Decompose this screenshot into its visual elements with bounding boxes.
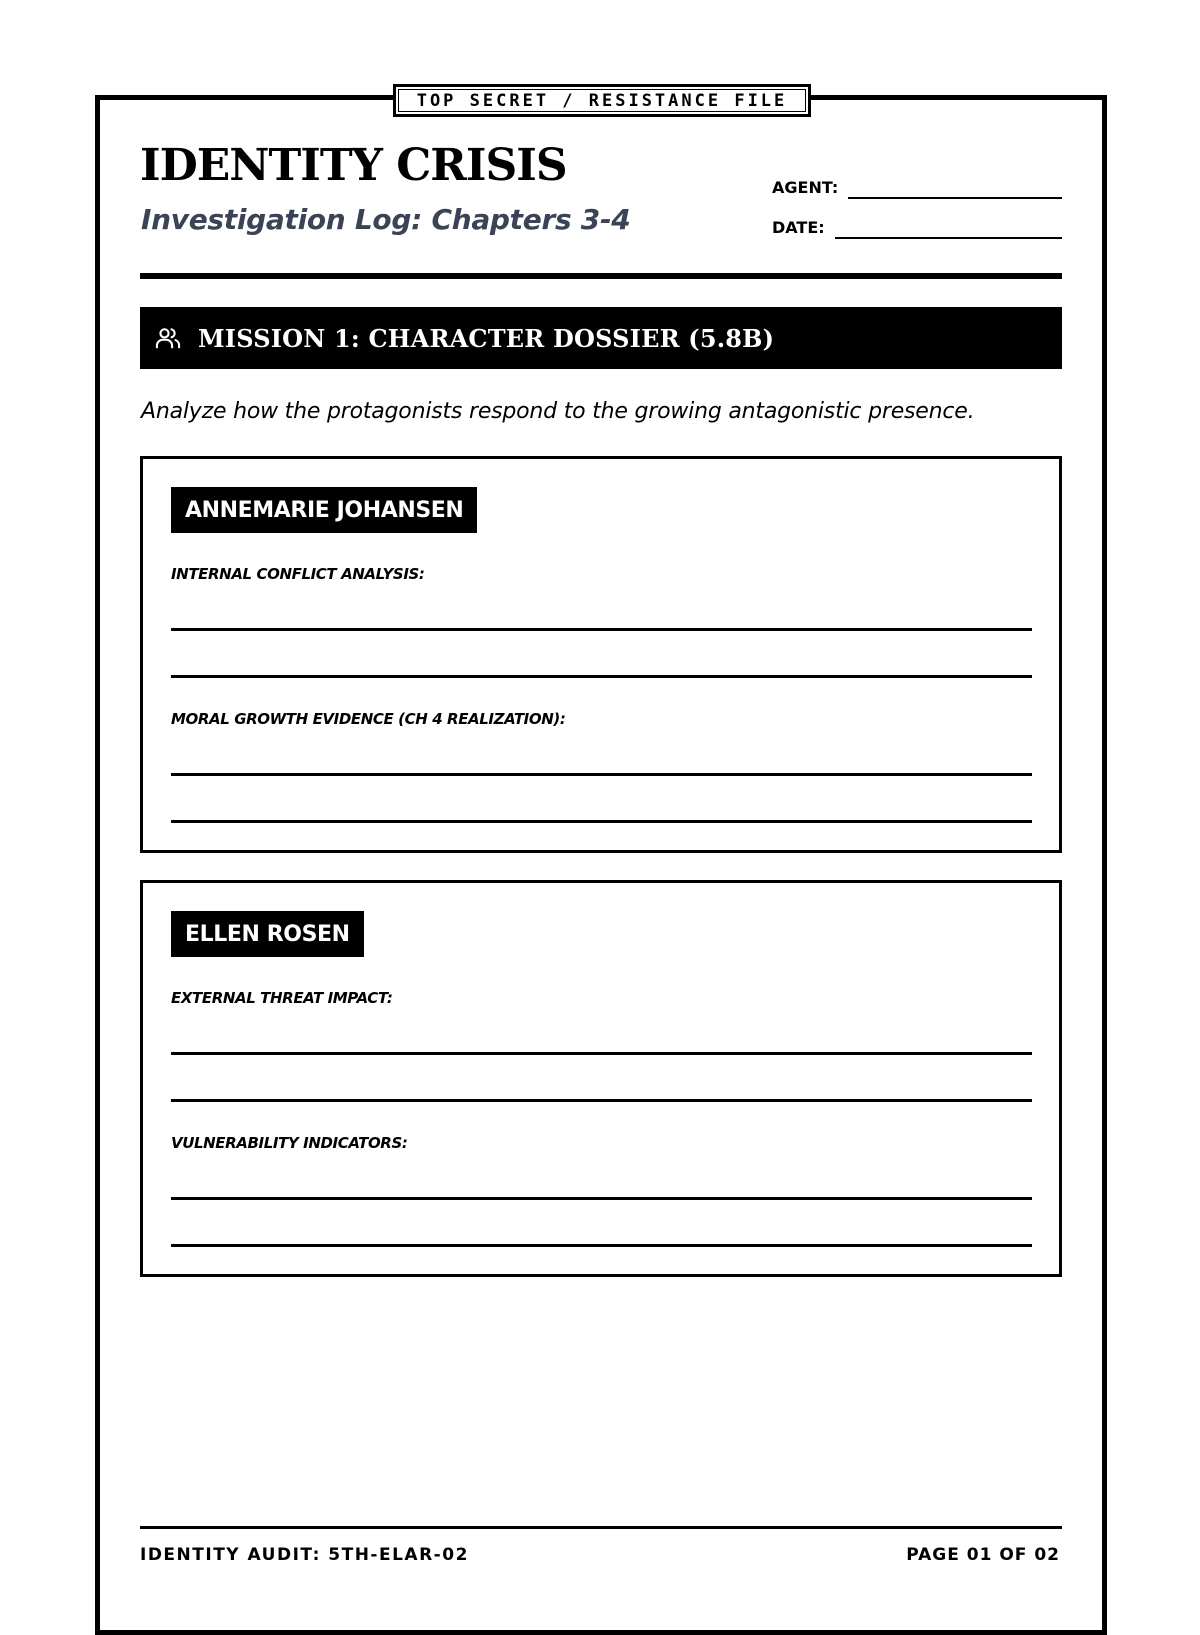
- dossier-card-ellen: [140, 880, 1062, 1277]
- dossier-name: ELLEN ROSEN: [171, 911, 364, 957]
- page-number: PAGE 01 OF 02: [906, 1545, 1060, 1565]
- mission-title: MISSION 1: CHARACTER DOSSIER (5.8B): [198, 323, 775, 353]
- answer-line[interactable]: [171, 820, 1032, 823]
- dossier-prompt: VULNERABILITY INDICATORS:: [171, 1134, 408, 1152]
- header-divider: [140, 273, 1062, 279]
- dossier-prompt: INTERNAL CONFLICT ANALYSIS:: [171, 565, 425, 583]
- dossier-prompt: MORAL GROWTH EVIDENCE (CH 4 REALIZATION):: [171, 710, 566, 728]
- mission-banner: [140, 307, 1062, 369]
- dossier-card-annemarie: [140, 456, 1062, 853]
- dossier-name: ANNEMARIE JOHANSEN: [171, 487, 477, 533]
- dossier-prompt: EXTERNAL THREAT IMPACT:: [171, 989, 393, 1007]
- answer-line[interactable]: [171, 1099, 1032, 1102]
- date-label: DATE:: [772, 218, 825, 237]
- page-title: IDENTITY CRISIS: [140, 140, 567, 191]
- answer-line[interactable]: [171, 1197, 1032, 1200]
- answer-line[interactable]: [171, 1052, 1032, 1055]
- footer-divider: [140, 1526, 1062, 1529]
- answer-line[interactable]: [171, 773, 1032, 776]
- answer-line[interactable]: [171, 1244, 1032, 1247]
- page-subtitle: Investigation Log: Chapters 3-4: [141, 203, 631, 236]
- agent-label: AGENT:: [772, 178, 839, 197]
- answer-line[interactable]: [171, 675, 1032, 678]
- date-field[interactable]: [835, 237, 1062, 239]
- users-icon: [154, 324, 182, 352]
- mission-instructions: Analyze how the protagonists respond to the growing antagonistic presence.: [141, 399, 975, 424]
- agent-field[interactable]: [848, 197, 1062, 199]
- classification-tab: TOP SECRET / RESISTANCE FILE: [393, 84, 811, 117]
- answer-line[interactable]: [171, 628, 1032, 631]
- footer-code: IDENTITY AUDIT: 5TH-ELAR-02: [140, 1545, 469, 1565]
